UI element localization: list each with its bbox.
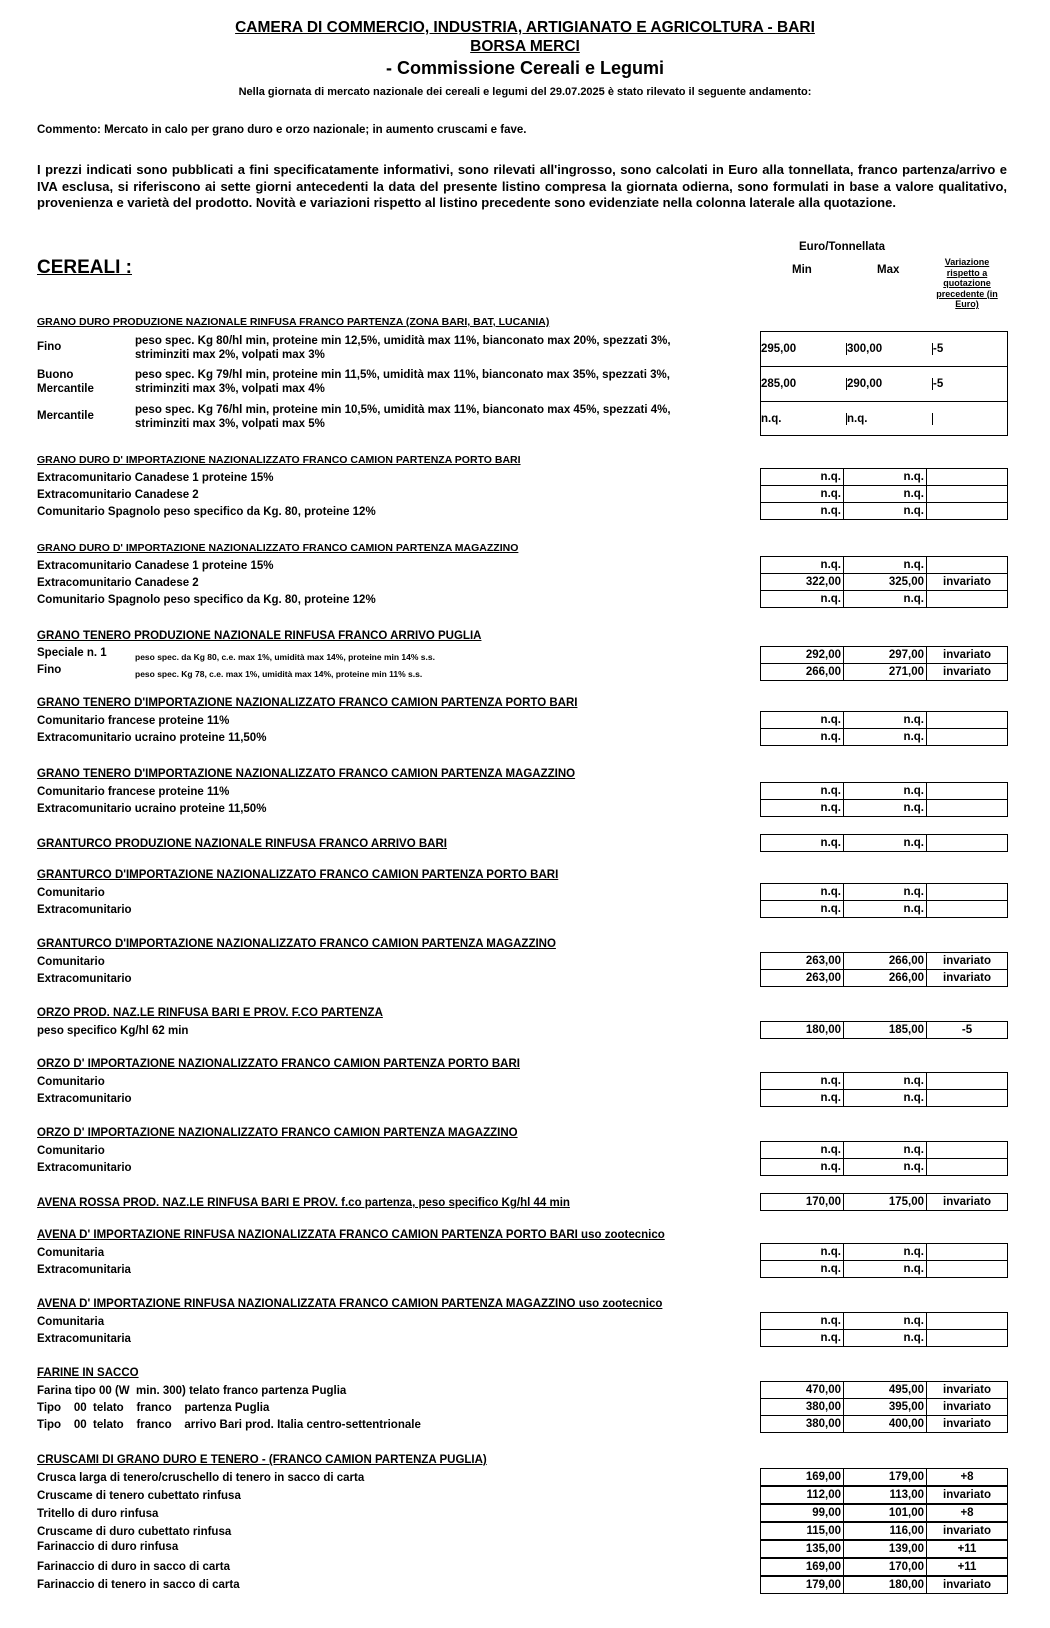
max-price: n.q. [844,1261,927,1277]
price-row [760,502,1008,520]
variation-value: invariato [943,1418,991,1430]
max-price: n.q. [844,1073,927,1089]
section-title: GRANTURCO D'IMPORTAZIONE NAZIONALIZZATO FRANCO CAMION PARTENZA MAGAZZINO [37,938,556,950]
price-row [760,834,1008,852]
max-price: n.q. [844,486,927,502]
section-title: GRANTURCO D'IMPORTAZIONE NAZIONALIZZATO FRANCO CAMION PARTENZA PORTO BARI [37,869,559,881]
price-row [760,1312,1008,1330]
variation-value: +8 [960,1507,974,1519]
price-row [760,900,1008,918]
price-row [760,952,1008,970]
min-price: 135,00 [761,1541,844,1557]
min-price: 263,00 [761,970,844,986]
min-price: n.q. [761,712,844,728]
max-price: 116,00 [844,1523,927,1539]
variation-value [927,1261,1007,1277]
price-row [760,1415,1008,1433]
row-label: Extracomunitario Canadese 1 proteine 15% [37,472,274,484]
max-price: 266,00 [844,970,927,986]
row-label: Extracomunitario [37,973,132,985]
row-label: Comunitario francese proteine 11% [37,715,230,727]
row-description: peso spec. Kg 76/hl min, proteine min 10,5%, umidità max 11%, bianconato max 45%, spezzati 4%, striminziti max 3%, volpati max 5% [135,404,671,430]
max-price: 290,00 [847,378,933,390]
min-price: 285,00 [761,378,847,390]
max-price: 325,00 [844,574,927,590]
min-price: 263,00 [761,953,844,969]
variation-value [927,1073,1007,1089]
row-description: peso spec. da Kg 80, c.e. max 1%, umidità max 14%, proteine min 14% s.s. [135,652,435,662]
row-label: Fino [37,664,62,676]
euro-per-tonne-header: Euro/Tonnellata [799,241,886,253]
price-row [760,663,1008,681]
row-label: Comunitario [37,956,105,968]
max-price: n.q. [844,1330,927,1346]
max-price: n.q. [847,413,933,425]
row-description: peso spec. Kg 79/hl min, proteine min 11,5%, umidità max 11%, bianconato max 35%, spezzati 3%, striminziti max 3%, volpati max 4% [135,369,670,395]
price-row [760,1486,1008,1504]
price-row [760,1141,1008,1159]
variation-value [927,729,1007,745]
row-label: Cruscame di duro cubettato rinfusa [37,1526,232,1538]
min-price: n.q. [761,1330,844,1346]
min-price: n.q. [761,729,844,745]
max-price: n.q. [844,1244,927,1260]
max-price: n.q. [844,783,927,799]
section-title: AVENA ROSSA PROD. NAZ.LE RINFUSA BARI E PROV. f.co partenza, peso specifico Kg/hl 44 min [37,1197,570,1209]
variation-value: invariato [943,1196,991,1208]
section-title: GRANO DURO PRODUZIONE NAZIONALE RINFUSA FRANCO PARTENZA (ZONA BARI, BAT, LUCANIA) [37,316,550,328]
variation-value: invariato [943,1401,991,1413]
min-price: 292,00 [761,647,844,663]
min-price: n.q. [761,1261,844,1277]
row-label: Cruscame di tenero cubettato rinfusa [37,1490,241,1502]
row-label: Farinaccio di duro in sacco di carta [37,1561,231,1573]
max-price: 175,00 [844,1194,927,1210]
min-price: n.q. [761,469,844,485]
market-date-line: Nella giornata di mercato nazionale dei cereali e legumi del 29.07.2025 è stato rilevato il seguente andamento: [238,86,812,98]
min-price: 180,00 [761,1022,844,1038]
row-label: Extracomunitario [37,1162,132,1174]
variation-value [927,469,1007,485]
price-row [760,1072,1008,1090]
row-label: Extracomunitario [37,904,132,916]
price-row [760,1522,1008,1540]
price-row [760,1158,1008,1176]
price-row [760,728,1008,746]
variation-value [927,712,1007,728]
min-price: n.q. [761,1142,844,1158]
row-label: Comunitario [37,1076,105,1088]
min-price: n.q. [761,1073,844,1089]
section-cereali-heading: CEREALI : [37,257,132,278]
variation-value: invariato [943,955,991,967]
price-row [760,1558,1008,1576]
min-price: 99,00 [761,1505,844,1521]
row-label: peso specifico Kg/hl 62 min [37,1025,189,1037]
row-label: Mercantile [37,410,94,422]
max-price: n.q. [844,800,927,816]
price-row [760,1260,1008,1278]
min-price: 266,00 [761,664,844,680]
max-price: 400,00 [844,1416,927,1432]
row-label: Extracomunitaria [37,1333,131,1345]
row-label: Extracomunitario ucraino proteine 11,50% [37,803,267,815]
max-price: n.q. [844,1090,927,1106]
section-title: GRANO TENERO D'IMPORTAZIONE NAZIONALIZZATO FRANCO CAMION PARTENZA MAGAZZINO [37,768,576,780]
row-label: Comunitario [37,887,105,899]
variation-value [927,800,1007,816]
section-title: ORZO D' IMPORTAZIONE NAZIONALIZZATO FRANCO CAMION PARTENZA MAGAZZINO [37,1127,518,1139]
min-price: 322,00 [761,574,844,590]
price-row [760,1468,1008,1486]
price-row [760,883,1008,901]
max-price: 266,00 [844,953,927,969]
section-title: GRANO TENERO D'IMPORTAZIONE NAZIONALIZZATO FRANCO CAMION PARTENZA PORTO BARI [37,697,578,709]
row-label: Extracomunitaria [37,1264,131,1276]
row-label: Comunitario Spagnolo peso specifico da Kg. 80, proteine 12% [37,506,376,518]
variation-value: -5 [933,343,944,355]
min-price: 470,00 [761,1382,844,1398]
min-price: n.q. [761,1244,844,1260]
max-price: n.q. [844,901,927,917]
row-label: Extracomunitario Canadese 2 [37,577,199,589]
min-price: 170,00 [761,1194,844,1210]
min-price: n.q. [761,835,844,851]
intro-paragraph: I prezzi indicati sono pubblicati a fini specificatamente informativi, sono rilevati all'ingrosso, sono calcolati in Euro alla tonnellata, franco partenza/arrivo e IVA esclusa, si riferiscono ai sette giorni antecedenti la data del presente listino compresa la giornata odierna, sono formulati in base a valore qualitativo, provenienza e varietà del prodotto. Novità e variazioni rispetto al listino precedente sono evidenziate nella colonna laterale alla quotazione. [37,162,1007,210]
row-label: Extracomunitario ucraino proteine 11,50% [37,732,267,744]
max-price: n.q. [844,1313,927,1329]
row-label: Tritello di duro rinfusa [37,1508,159,1520]
variation-value [927,1313,1007,1329]
min-column-header: Min [792,264,812,276]
price-row [760,1381,1008,1399]
price-row [760,485,1008,503]
max-price: n.q. [844,557,927,573]
variation-value [927,1244,1007,1260]
row-label: Comunitaria [37,1316,105,1328]
max-price: 179,00 [844,1469,927,1485]
row-description: peso spec. Kg 78, c.e. max 1%, umidità max 14%, proteine min 11% s.s. [135,669,423,679]
price-row [761,402,1007,435]
row-label: Extracomunitario [37,1093,132,1105]
price-row [760,1540,1008,1558]
variation-value: invariato [943,1525,991,1537]
price-row [760,1021,1008,1039]
chamber-title: CAMERA DI COMMERCIO, INDUSTRIA, ARTIGIANATO E AGRICOLTURA - BARI [235,19,815,36]
price-row [761,367,1007,402]
section-title: ORZO D' IMPORTAZIONE NAZIONALIZZATO FRANCO CAMION PARTENZA PORTO BARI [37,1058,520,1070]
variation-value [927,503,1007,519]
min-price: n.q. [761,413,847,425]
max-price: 113,00 [844,1487,927,1503]
row-label: Extracomunitario Canadese 1 proteine 15% [37,560,274,572]
section-title: GRANO DURO D' IMPORTAZIONE NAZIONALIZZATO FRANCO CAMION PARTENZA MAGAZZINO [37,542,519,554]
min-price: n.q. [761,1313,844,1329]
price-row [760,1504,1008,1522]
row-label: Farina tipo 00 (W min. 300) telato franco partenza Puglia [37,1385,347,1397]
section-title: FARINE IN SACCO [37,1367,139,1379]
min-price: 112,00 [761,1487,844,1503]
price-row [760,468,1008,486]
variation-value: -5 [933,378,944,390]
section-title: GRANO DURO D' IMPORTAZIONE NAZIONALIZZATO FRANCO CAMION PARTENZA PORTO BARI [37,454,521,466]
commission-title: - Commissione Cereali e Legumi [385,58,665,78]
borsa-merci-title: BORSA MERCI [470,38,580,55]
price-row [760,1243,1008,1261]
min-price: n.q. [761,901,844,917]
row-label: Crusca larga di tenero/cruschello di tenero in sacco di carta [37,1472,365,1484]
row-label: Extracomunitario Canadese 2 [37,489,199,501]
price-row [760,590,1008,608]
variation-value: invariato [943,649,991,661]
max-price: 297,00 [844,647,927,663]
max-price: 101,00 [844,1505,927,1521]
min-price: n.q. [761,557,844,573]
row-label: Tipo 00 telato franco arrivo Bari prod. Italia centro-settentrionale [37,1419,421,1431]
variation-column-header: Variazione rispetto a quotazione precedente (in Euro) [936,257,998,309]
min-price: 179,00 [761,1577,844,1593]
price-row [760,1329,1008,1347]
price-row [760,1089,1008,1107]
variation-value: invariato [943,666,991,678]
price-row [760,556,1008,574]
max-price: 139,00 [844,1541,927,1557]
row-label: Comunitaria [37,1247,105,1259]
max-price: 495,00 [844,1382,927,1398]
max-price: 170,00 [844,1559,927,1575]
max-price: 271,00 [844,664,927,680]
min-price: n.q. [761,591,844,607]
price-row [760,711,1008,729]
price-cell-group [760,331,1008,436]
variation-value: +11 [957,1561,977,1573]
variation-value [927,1159,1007,1175]
row-label: Fino [37,341,62,353]
row-label: Farinaccio di tenero in sacco di carta [37,1579,240,1591]
row-label: Tipo 00 telato franco partenza Puglia [37,1402,270,1414]
min-price: 169,00 [761,1559,844,1575]
section-title: CRUSCAMI DI GRANO DURO E TENERO - (FRANCO CAMION PARTENZA PUGLIA) [37,1454,487,1466]
min-price: n.q. [761,1159,844,1175]
price-row [760,969,1008,987]
price-row [760,782,1008,800]
max-price: 300,00 [847,343,933,355]
min-price: n.q. [761,800,844,816]
variation-value [927,901,1007,917]
variation-value: -5 [961,1024,973,1036]
row-label: Comunitario francese proteine 11% [37,786,230,798]
row-description: peso spec. Kg 80/hl min, proteine min 12,5%, umidità max 11%, bianconato max 20%, spezzati 3%, striminziti max 2%, volpati max 3% [135,335,671,361]
max-price: n.q. [844,729,927,745]
variation-value: invariato [943,1384,991,1396]
max-price: n.q. [844,884,927,900]
max-price: 180,00 [844,1577,927,1593]
max-price: 185,00 [844,1022,927,1038]
row-label: Buono Mercantile [37,369,94,395]
min-price: n.q. [761,1090,844,1106]
max-column-header: Max [877,264,900,276]
variation-value: +11 [957,1543,977,1555]
variation-value: +8 [960,1471,974,1483]
section-title: GRANO TENERO PRODUZIONE NAZIONALE RINFUSA FRANCO ARRIVO PUGLIA [37,630,482,642]
section-title: GRANTURCO PRODUZIONE NAZIONALE RINFUSA FRANCO ARRIVO BARI [37,838,447,850]
section-title: AVENA D' IMPORTAZIONE RINFUSA NAZIONALIZZATA FRANCO CAMION PARTENZA PORTO BARI uso zootecnico [37,1229,665,1241]
section-title: AVENA D' IMPORTAZIONE RINFUSA NAZIONALIZZATA FRANCO CAMION PARTENZA MAGAZZINO uso zootecnico [37,1298,663,1310]
min-price: 115,00 [761,1523,844,1539]
price-row [761,332,1007,367]
price-row [760,1576,1008,1594]
min-price: n.q. [761,486,844,502]
variation-value [927,1142,1007,1158]
price-row [760,1398,1008,1416]
max-price: n.q. [844,503,927,519]
max-price: n.q. [844,712,927,728]
variation-value: invariato [943,972,991,984]
price-row [760,573,1008,591]
variation-value [927,835,1007,851]
variation-value [927,884,1007,900]
max-price: n.q. [844,469,927,485]
market-comment: Commento: Mercato in calo per grano duro e orzo nazionale; in aumento cruscami e fave. [37,124,527,136]
max-price: n.q. [844,1142,927,1158]
min-price: n.q. [761,503,844,519]
price-row [760,1193,1008,1211]
min-price: 380,00 [761,1399,844,1415]
max-price: n.q. [844,591,927,607]
row-label: Farinaccio di duro rinfusa [37,1541,179,1553]
variation-value [927,1330,1007,1346]
variation-value [927,783,1007,799]
max-price: n.q. [844,835,927,851]
variation-value [927,557,1007,573]
max-price: n.q. [844,1159,927,1175]
variation-value [927,486,1007,502]
price-row [760,799,1008,817]
min-price: 295,00 [761,343,847,355]
variation-value: invariato [943,1579,991,1591]
row-label: Speciale n. 1 [37,647,107,659]
min-price: n.q. [761,884,844,900]
min-price: n.q. [761,783,844,799]
price-row [760,646,1008,664]
row-label: Comunitario [37,1145,105,1157]
max-price: 395,00 [844,1399,927,1415]
variation-value: invariato [943,1489,991,1501]
min-price: 380,00 [761,1416,844,1432]
row-label: Comunitario Spagnolo peso specifico da Kg. 80, proteine 12% [37,594,376,606]
section-title: ORZO PROD. NAZ.LE RINFUSA BARI E PROV. F.CO PARTENZA [37,1007,383,1019]
min-price: 169,00 [761,1469,844,1485]
variation-value [927,591,1007,607]
variation-value: invariato [943,576,991,588]
variation-value [927,1090,1007,1106]
